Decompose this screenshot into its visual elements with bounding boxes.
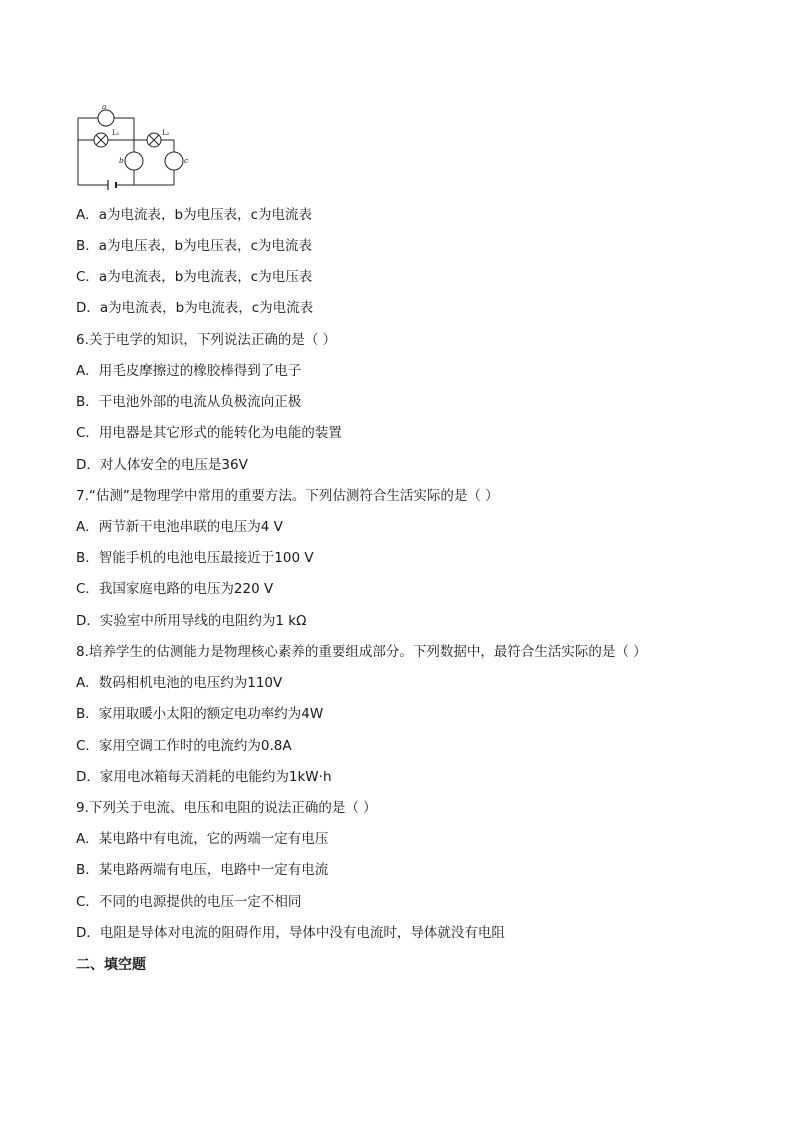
- q6-option-a: A．用毛皮摩擦过的橡胶棒得到了电子: [76, 363, 302, 379]
- q7-option-d: D．实验室中所用导线的电阻约为1 kΩ: [76, 613, 307, 629]
- q5-option-d: D．a为电流表，b为电流表，c为电流表: [76, 300, 314, 316]
- lamp-l1-label: L₁: [112, 129, 120, 137]
- q5-option-b: B．a为电压表，b为电压表，c为电流表: [76, 238, 313, 254]
- q9-option-b: B．某电路两端有电压，电路中一定有电流: [76, 862, 329, 878]
- q7-stem: 7.“估测”是物理学中常用的重要方法。下列估测符合生活实际的是（ ）: [76, 488, 499, 504]
- q6-stem: 6.关于电学的知识，下列说法正确的是（ ）: [76, 332, 337, 348]
- q9-option-a: A．某电路中有电流，它的两端一定有电压: [76, 831, 329, 847]
- q8-option-b: B．家用取暖小太阳的额定电功率约为4W: [76, 706, 324, 722]
- q6-option-c: C．用电器是其它形式的能转化为电能的装置: [76, 425, 342, 441]
- lamp-l2-label: L₂: [162, 129, 170, 137]
- q7-option-c: C．我国家庭电路的电压为220 V: [76, 581, 274, 597]
- meter-a-label: a: [102, 102, 107, 111]
- meter-b: [125, 152, 143, 170]
- q7-option-b: B．智能手机的电池电压最接近于100 V: [76, 550, 314, 566]
- q9-option-c: C．不同的电源提供的电压一定不相同: [76, 894, 302, 910]
- q9-option-d: D．电阻是导体对电流的阻碍作用，导体中没有电流时，导体就没有电阻: [76, 925, 505, 941]
- q9-stem: 9.下列关于电流、电压和电阻的说法正确的是（ ）: [76, 800, 377, 816]
- lamp-l1: [94, 133, 108, 147]
- circuit-diagram: [72, 100, 192, 192]
- q7-option-a: A．两节新干电池串联的电压为4 V: [76, 519, 283, 535]
- q6-option-d: D．对人体安全的电压是36V: [76, 457, 248, 473]
- meter-c-label: c: [184, 156, 189, 165]
- q8-stem: 8.培养学生的估测能力是物理核心素养的重要组成部分。下列数据中，最符合生活实际的是（ ）: [76, 644, 647, 660]
- meter-c: [165, 152, 183, 170]
- q6-option-b: B．干电池外部的电流从负极流向正极: [76, 394, 302, 410]
- lamp-l2: [147, 133, 161, 147]
- meter-a: [98, 110, 114, 126]
- q5-option-a: A．a为电流表，b为电压表，c为电流表: [76, 207, 312, 223]
- q5-option-c: C．a为电流表，b为电流表，c为电压表: [76, 269, 313, 285]
- meter-b-label: b: [119, 156, 124, 165]
- q8-option-d: D．家用电冰箱每天消耗的电能约为1kW·h: [76, 769, 332, 785]
- q8-option-c: C．家用空调工作时的电流约为0.8A: [76, 738, 292, 754]
- section-heading: 二、填空题: [76, 957, 146, 973]
- q8-option-a: A．数码相机电池的电压约为110V: [76, 675, 283, 691]
